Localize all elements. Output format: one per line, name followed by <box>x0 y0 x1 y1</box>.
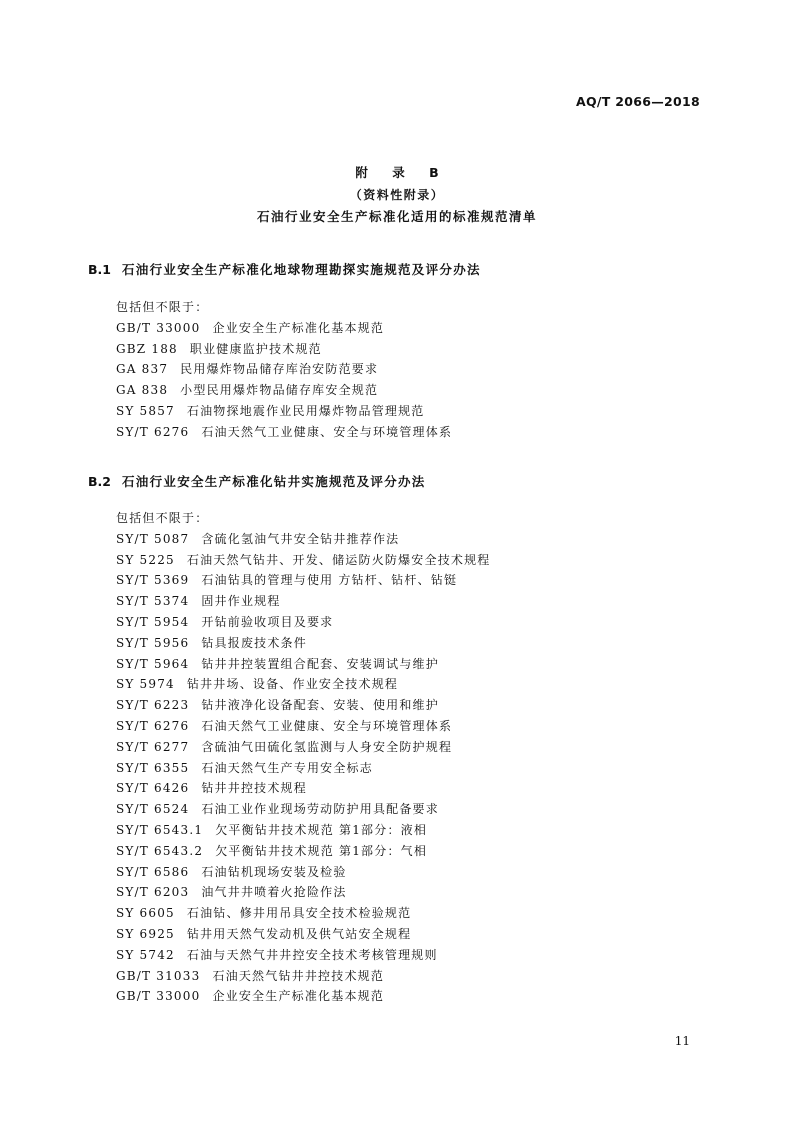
standard-name: 石油钻、修井用吊具安全技术检验规范 <box>186 906 412 921</box>
standard-item <box>116 359 452 380</box>
standard-code: SY/T 6276 <box>116 424 190 439</box>
standard-name: 钻井井控技术规程 <box>201 781 307 796</box>
section-title: 石油行业安全生产标准化地球物理勘探实施规范及评分办法 <box>122 262 481 277</box>
standard-name: 开钻前验收项目及要求 <box>201 614 334 629</box>
standard-name: 石油物探地震作业民用爆炸物品管理规范 <box>186 403 425 418</box>
standard-code: GBZ 188 <box>116 341 178 356</box>
standard-name: 石油钻机现场安装及检验 <box>201 864 347 879</box>
standard-name: 钻井液净化设备配套、安装、使用和维护 <box>201 698 439 713</box>
standard-item <box>116 570 491 591</box>
standard-name: 石油天然气工业健康、安全与环境管理体系 <box>201 424 453 439</box>
section-heading-b1 <box>88 260 481 278</box>
standard-name: 石油与天然气井井控安全技术考核管理规则 <box>186 947 438 962</box>
standard-item <box>116 633 491 654</box>
standard-code: SY/T 5374 <box>116 594 190 609</box>
standard-item <box>116 799 491 820</box>
standard-code: SY/T 6543.1 <box>116 822 204 837</box>
standard-item <box>116 945 491 966</box>
standard-item <box>116 591 491 612</box>
appendix-title: 附 录 B <box>355 165 449 180</box>
standard-code: GA 837 <box>116 362 169 377</box>
standard-item <box>116 674 491 695</box>
standard-item <box>116 380 452 401</box>
standard-code: SY/T 5369 <box>116 573 190 588</box>
standard-item <box>116 862 491 883</box>
section-number: B.2 <box>88 474 111 489</box>
appendix-main-title: 石油行业安全生产标准化适用的标准规范清单 <box>256 209 537 224</box>
standard-code: SY 6605 <box>116 906 175 921</box>
standard-code: GA 838 <box>116 383 169 398</box>
standard-code: SY/T 6355 <box>116 760 190 775</box>
standard-item <box>116 529 491 550</box>
standard-code: SY 5225 <box>116 552 175 567</box>
standard-name: 企业安全生产标准化基本规范 <box>212 320 385 335</box>
standards-list-b1 <box>116 297 452 443</box>
standard-item <box>116 841 491 862</box>
standard-name: 钻井井场、设备、作业安全技术规程 <box>186 677 399 692</box>
standards-list-b2 <box>116 508 491 1007</box>
standard-name: 油气井井喷着火抢险作法 <box>201 885 347 900</box>
standard-item <box>116 612 491 633</box>
standard-code: SY/T 5954 <box>116 614 190 629</box>
standard-name: 钻井用天然气发动机及供气站安全规程 <box>186 926 412 941</box>
section-title: 石油行业安全生产标准化钻井实施规范及评分办法 <box>122 474 426 489</box>
standard-code: SY 6925 <box>116 926 175 941</box>
list-intro: 包括但不限于： <box>116 511 209 525</box>
standard-code: SY/T 6543.2 <box>116 843 204 858</box>
standard-name: 欠平衡钻井技术规范 第1部分：气相 <box>215 843 428 858</box>
standard-code: SY/T 5087 <box>116 531 190 546</box>
standard-code: GB/T 33000 <box>116 320 201 335</box>
standard-name: 石油天然气工业健康、安全与环境管理体系 <box>201 718 453 733</box>
standard-item <box>116 654 491 675</box>
appendix-subtitle: （资料性附录） <box>349 188 445 202</box>
standard-name: 石油天然气生产专用安全标志 <box>201 760 373 775</box>
standard-item <box>116 986 491 1007</box>
standard-item <box>116 820 491 841</box>
standard-item <box>116 695 491 716</box>
standard-code: SY/T 5956 <box>116 635 190 650</box>
standard-name: 民用爆炸物品储存库治安防范要求 <box>180 362 379 377</box>
standard-code: SY/T 6203 <box>116 885 190 900</box>
standard-name: 固井作业规程 <box>201 594 281 609</box>
standard-item <box>116 339 452 360</box>
standard-name: 钻具报废技术条件 <box>201 635 307 650</box>
standard-item <box>116 758 491 779</box>
standard-name: 石油工业作业现场劳动防护用具配备要求 <box>201 802 439 817</box>
standard-item <box>116 550 491 571</box>
standard-code: SY/T 6223 <box>116 698 190 713</box>
standard-item <box>116 318 452 339</box>
standard-code: GB/T 31033 <box>116 968 201 983</box>
standard-code: SY/T 6586 <box>116 864 190 879</box>
standard-item <box>116 716 491 737</box>
standard-name: 钻井井控装置组合配套、安装调试与维护 <box>201 656 439 671</box>
standard-code: SY/T 6426 <box>116 781 190 796</box>
standard-name: 含硫油气田硫化氢监测与人身安全防护规程 <box>201 739 453 754</box>
standard-name: 含硫化氢油气井安全钻井推荐作法 <box>201 531 400 546</box>
standard-code: GB/T 33000 <box>116 989 201 1004</box>
standard-code: SY 5742 <box>116 947 175 962</box>
standard-name: 石油天然气钻井井控技术规范 <box>212 968 385 983</box>
standard-item <box>116 737 491 758</box>
standard-item <box>116 924 491 945</box>
standard-code: SY/T 6276 <box>116 718 190 733</box>
standard-item <box>116 903 491 924</box>
standard-item <box>116 966 491 987</box>
standard-name: 欠平衡钻井技术规范 第1部分：液相 <box>215 822 428 837</box>
section-number: B.1 <box>88 262 111 277</box>
section-heading-b2 <box>88 472 426 490</box>
list-intro: 包括但不限于： <box>116 300 209 314</box>
standard-name: 石油钻具的管理与使用 方钻杆、钻杆、钻铤 <box>201 573 458 588</box>
page-number: 11 <box>674 1034 690 1048</box>
standard-name: 职业健康监护技术规范 <box>189 341 322 356</box>
standard-name: 企业安全生产标准化基本规范 <box>212 989 385 1004</box>
standard-item <box>116 882 491 903</box>
standard-name: 石油天然气钻井、开发、储运防火防爆安全技术规程 <box>186 552 491 567</box>
standard-code: SY/T 6524 <box>116 802 190 817</box>
standard-code: SY/T 6277 <box>116 739 190 754</box>
standard-code: SY/T 5964 <box>116 656 190 671</box>
standard-code: SY 5857 <box>116 403 175 418</box>
standard-code: AQ/T 2066—2018 <box>575 94 700 109</box>
standard-name: 小型民用爆炸物品储存库安全规范 <box>180 383 379 398</box>
standard-code: SY 5974 <box>116 677 175 692</box>
standard-item <box>116 778 491 799</box>
standard-item <box>116 401 452 422</box>
standard-item <box>116 422 452 443</box>
